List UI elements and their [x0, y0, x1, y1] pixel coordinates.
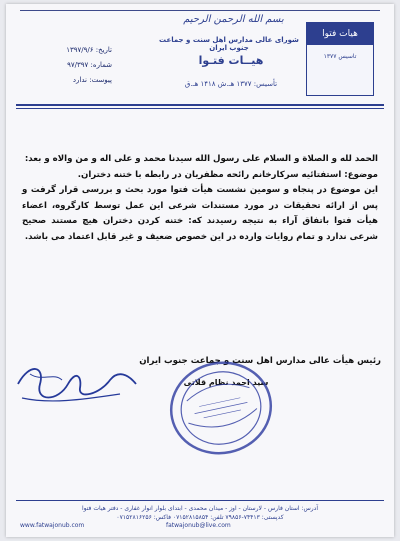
number-label: شماره: ۹۷/۳۹۷ [67, 61, 112, 69]
date-label: تاریخ: ۱۳۹۷/۹/۶ [66, 46, 112, 54]
org-box [306, 22, 374, 96]
email-link[interactable]: fatwajonub@live.com [166, 522, 231, 529]
letter-page [6, 4, 394, 537]
website-link[interactable]: www.fatwajonub.com [20, 522, 85, 529]
founded-date: تأسیس: ۱۳۷۷ هـ.ش ۱۴۱۸ هـ.ق [184, 80, 278, 88]
org-box-subtitle: تاسیس ۱۳۷۷ [323, 53, 357, 60]
footer-address [16, 504, 384, 522]
letter-body [22, 152, 378, 245]
subject-line: موضوع: استفتائیه سرکارخانم رائحه مظفریان در رابطه با ختنه دختران. [77, 169, 378, 180]
signer-name: سید احمد نظام قلاتی [183, 378, 269, 387]
header-rule-thin [16, 108, 384, 109]
org-box-title: هیات فتوا [307, 23, 373, 45]
fatwa-title: هیــات فتـوا [198, 54, 264, 67]
signer-title: رئیس هیأت عالی مدارس اهل سنت و جماعت جنوب ایران [139, 356, 381, 366]
top-rule [20, 10, 380, 11]
footer-rule [16, 500, 384, 501]
greeting: الحمد لله و الصلاة و السلام علی رسول الله سیدنا محمد و علی اله و من والاه و بعد: [24, 154, 378, 164]
phone-line: کدپستی: ۷۴۴۱۳-۷۹۸۵۶ تلفن: ۰۷۱۵۲۸۱۵۸۵۴ فاکس: ۰۷۱۵۲۸۱۶۲۵۶ [116, 514, 284, 521]
handwritten-signature [10, 354, 145, 414]
council-name: شورای عالی مدارس اهل سنت و جماعت جنوب ایران [159, 36, 299, 52]
body-paragraph: این موضوع در پنجاه و سومین نشست هیأت فتوا مورد بحث و بررسی قرار گرفت و پس از ارائه تحقیقات در مورد مستندات شرعی این عمل توسط کارگروه، اعضاء هیأت فتوا باتفاق آراء به نتیجه رسیدند که: ختنه کردن دختران هیچ مستند صحیح شرعی ندارد و تمام روایات وارده در این خصوص ضعیف و غیر قابل اعتماد می باشد. [22, 185, 378, 242]
letter-meta [22, 46, 112, 91]
address-line: آدرس: استان فارس - لارستان - اوز - میدان محمدی - ابتدای بلوار انوار غفاری - دفتر هیات فتوا [81, 505, 319, 512]
attachment-label: پیوست: ندارد [72, 76, 112, 84]
header-rule [16, 104, 384, 106]
footer-contact [16, 522, 384, 534]
official-stamp [164, 356, 279, 461]
basmala: بسم الله الرحمن الرحیم [183, 14, 284, 25]
